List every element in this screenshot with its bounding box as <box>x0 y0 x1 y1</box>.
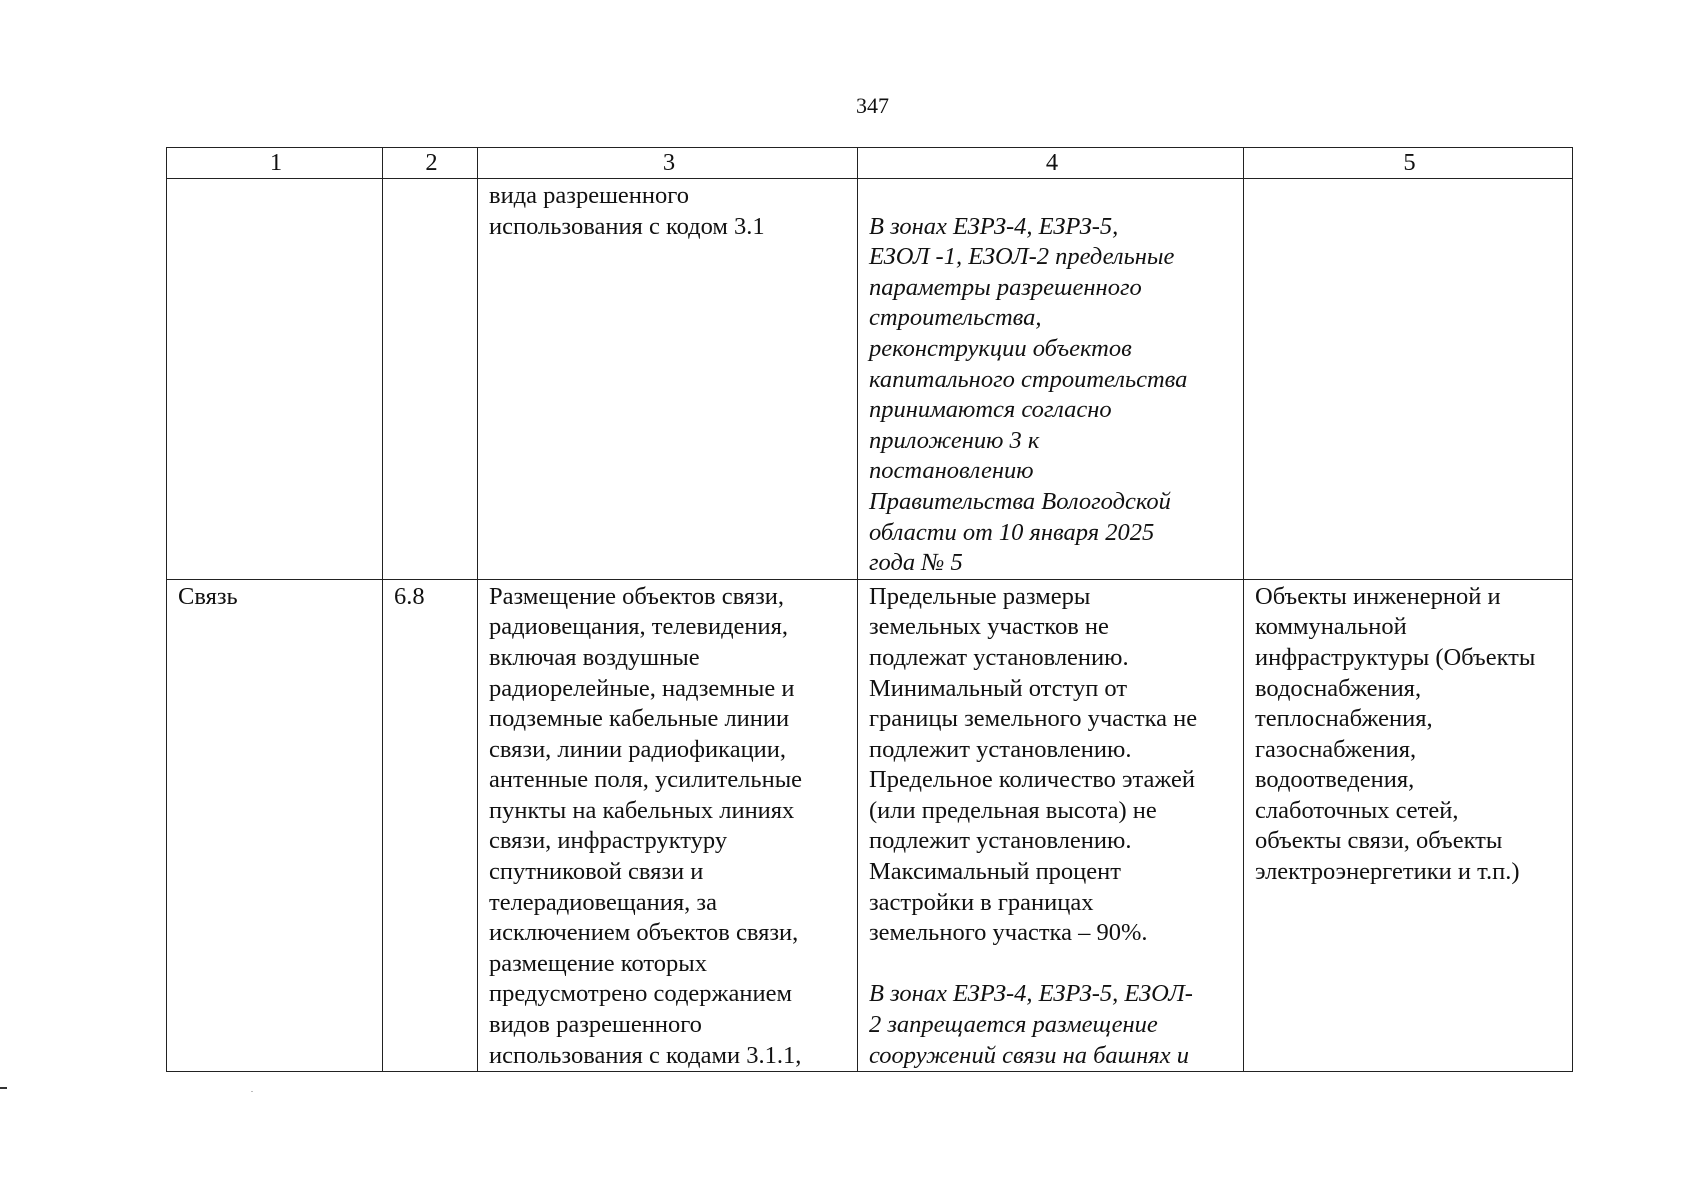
parameters-text: Предельные размеры земельных участков не подлежат установлению. Минимальный отступ от границы земельного участка не подлежит установлению. Предельное количество этажей (или предельная высота) не подлежит установлению. Максимальный процент застройки в границах земельного участка – 90%. <box>869 582 1198 947</box>
table-row <box>167 179 1573 580</box>
use-code-text: 6.8 <box>394 582 425 610</box>
page-number: 347 <box>856 93 889 118</box>
cell-use-name <box>167 179 383 580</box>
cell-use-code <box>383 179 478 580</box>
paragraph-gap <box>869 949 1235 980</box>
column-header-4: 4 <box>858 148 1244 179</box>
cell-use-code <box>383 579 478 1072</box>
cell-auxiliary-uses <box>1244 179 1573 580</box>
column-header-5: 5 <box>1244 148 1573 179</box>
use-name-text: Связь <box>178 582 238 610</box>
cell-parameters <box>858 179 1244 580</box>
table-row <box>167 579 1573 1072</box>
cell-auxiliary-uses <box>1244 579 1573 1072</box>
cell-use-description <box>478 579 858 1072</box>
cell-parameters <box>858 579 1244 1072</box>
cell-use-description <box>478 179 858 580</box>
table-header-row <box>167 148 1573 179</box>
use-description-text: Размещение объектов связи, радиовещания, телевидения, включая воздушные радиорелейные, надземные и подземные кабельные линии связи, линии радиофикации, антенные поля, усилительные пункты на кабельных линиях связи, инфраструктуру спутниковой связи и телерадиовещания, за исключением объектов связи, размещение которых предусмотрено содержанием видов разрешенного использования с кодами 3.1.1, <box>489 582 803 1069</box>
column-header-2: 2 <box>383 148 478 179</box>
scan-speck <box>251 1091 253 1092</box>
auxiliary-uses-text: Объекты инженерной и коммунальной инфраструктуры (Объекты водоснабжения, теплоснабжения, газоснабжения, водоотведения, слаботочных сетей, объекты связи, объекты электроэнергетики и т.п.) <box>1255 582 1536 886</box>
column-header-3: 3 <box>478 148 858 179</box>
regulations-table <box>166 147 1573 1072</box>
parameters-italic-text: В зонах ЕЗРЗ-4, ЕЗРЗ-5, ЕЗОЛ -1, ЕЗОЛ-2 предельные параметры разрешенного строительства, реконструкции объектов капитального строительства принимаются согласно приложению 3 к постановлению Правительства Вологодской области от 10 января 2025 года № 5 <box>869 212 1188 577</box>
parameters-italic-text: В зонах ЕЗРЗ-4, ЕЗРЗ-5, ЕЗОЛ- 2 запрещается размещение сооружений связи на башнях и <box>869 980 1193 1069</box>
scan-margin-mark <box>0 1087 7 1089</box>
column-header-1: 1 <box>167 148 383 179</box>
use-description-text: вида разрешенного использования с кодом 3.1 <box>489 182 765 240</box>
cell-use-name <box>167 579 383 1072</box>
